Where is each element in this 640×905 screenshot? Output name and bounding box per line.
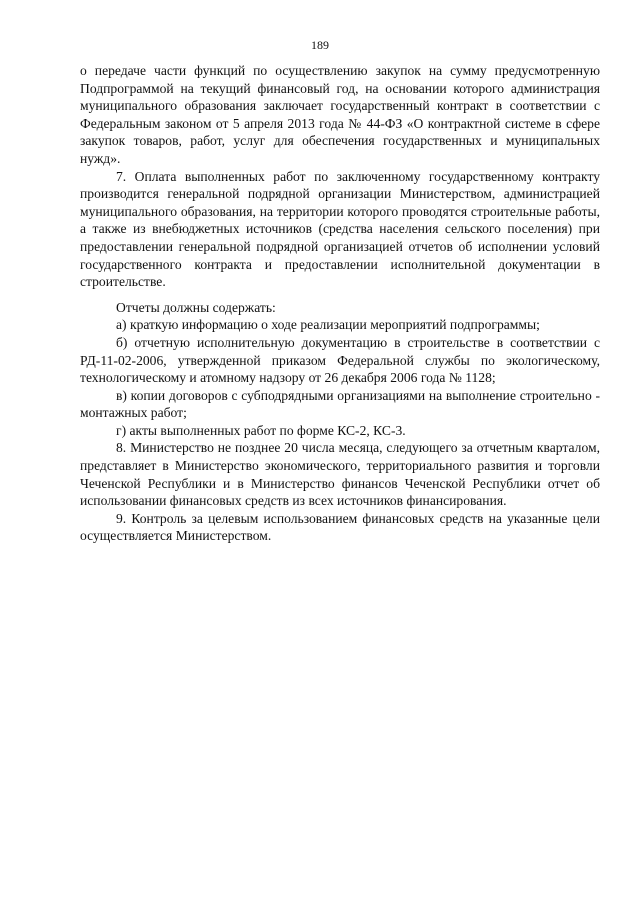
paragraph-contract-basis: о передаче части функций по осуществлению закупок на сумму предусмотренную Подпрограммой на текущий финансовый год, на основании которого администрация муниципального образования заключает государственный контракт в соответствии с Федеральным законом от 5 апреля 2013 года № 44-ФЗ «О контрактной системе в сфере закупок товаров, работ, услуг для обеспечения государственных и муниципальных нужд». — [80, 63, 600, 166]
document-body — [80, 62, 600, 545]
paragraph-8-reporting: 8. Министерство не позднее 20 числа месяца, следующего за отчетным кварталом, представляет в Министерство экономического, территориального развития и торговли Чеченской Республики и в Министерство финансов Чеченской Республики отчет об использовании финансовых средств из всех источников финансирования. — [80, 440, 600, 509]
paragraph-7-payment: 7. Оплата выполненных работ по заключенному государственному контракту производится генеральной подрядной организации Министерством, администрацией муниципального образования, на территории которого проводятся строительные работы, а также из внебюджетных источников (средства населения сельского поселения) при предоставлении генеральной подрядной организацией отчетов об исполнении условий государственного контракта и предоставлении исполнительной документации в строительстве. — [80, 168, 600, 290]
list-item-a: а) краткую информацию о ходе реализации мероприятий подпрограммы; — [116, 317, 540, 333]
list-item-d: г) акты выполненных работ по форме КС-2, КС-3. — [116, 422, 406, 438]
paragraph-9-control: 9. Контроль за целевым использованием финансовых средств на указанные цели осуществляется Министерством. — [80, 510, 600, 544]
list-item-b: б) отчетную исполнительную документацию в строительстве в соответствии с РД-11-02-2006, утвержденной приказом Федеральной службы по экологическому, технологическому и атомному надзору от 26 декабря 2006 года № 1128; — [80, 334, 600, 386]
paragraph-reports-heading: Отчеты должны содержать: — [116, 299, 276, 315]
list-item-c: в) копии договоров с субподрядными организациями на выполнение строительно - монтажных работ; — [80, 387, 600, 421]
page-number: 189 — [311, 38, 329, 52]
